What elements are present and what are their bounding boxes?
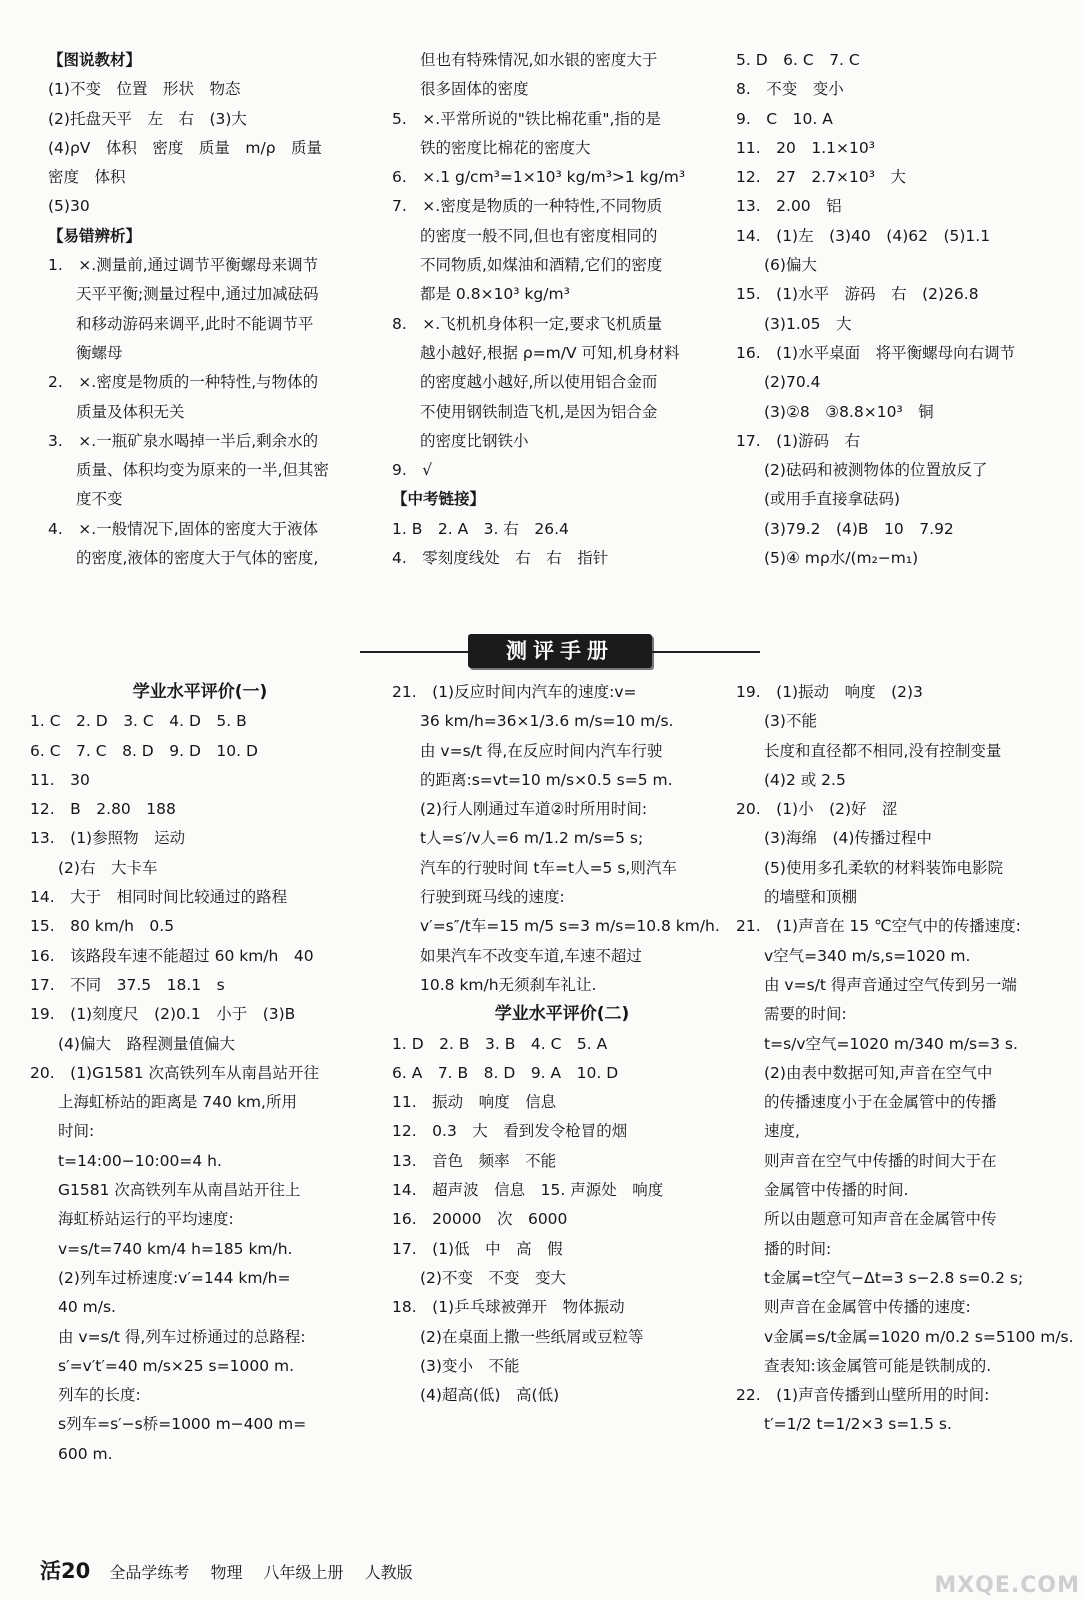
answer-line: 很多固体的密度 xyxy=(420,80,529,99)
answer-line: 由 v=s/t 得声音通过空气传到另一端 xyxy=(764,975,1017,994)
answer-line: 但也有特殊情况,如水银的密度大于 xyxy=(420,51,658,69)
answer-line: v=s/t=740 km/4 h=185 km/h. xyxy=(58,1239,293,1258)
answer-line: 质量、体积均变为原来的一半,但其密 xyxy=(76,461,329,480)
banner-title: 测评手册 xyxy=(468,634,652,668)
answer-line: 17. 不同 37.5 18.1 s xyxy=(30,975,225,994)
section-heading: 学业水平评价(一) xyxy=(132,682,268,702)
section-heading: 【中考链接】 xyxy=(392,490,486,509)
answer-line: 36 km/h=36×1/3.6 m/s=10 m/s. xyxy=(420,712,674,731)
answer-line: 16. (1)水平桌面 将平衡螺母向右调节 xyxy=(736,343,1016,362)
answer-line: 天平平衡;测量过程中,通过加减砝码 xyxy=(76,285,319,304)
answer-line: s′=v′t′=40 m/s×25 s=1000 m. xyxy=(58,1356,295,1375)
answer-line: 10.8 km/h无须刹车礼让. xyxy=(420,975,597,994)
answer-line: 20. (1)小 (2)好 涩 xyxy=(736,800,898,819)
answer-line: 则声音在金属管中传播的速度: xyxy=(764,1298,971,1317)
answer-line: 14. 大于 相同时间比较通过的路程 xyxy=(30,888,288,907)
section-heading: 【图说教材】 xyxy=(48,51,142,69)
answer-line: 13. 音色 频率 不能 xyxy=(392,1151,557,1170)
answer-line: 21. (1)声音在 15 ℃空气中的传播速度: xyxy=(736,917,1021,936)
answer-line: 如果汽车不改变车道,车速不超过 xyxy=(420,946,642,965)
answer-line: 2. ×.密度是物质的一种特性,与物体的 xyxy=(48,373,319,392)
answer-line: t=s/v空气=1020 m/340 m/s=3 s. xyxy=(764,1034,1018,1053)
answer-line: 金属管中传播的时间. xyxy=(764,1181,909,1200)
answer-line: 速度, xyxy=(764,1122,800,1141)
bottom-column-3 xyxy=(736,678,1074,1440)
answer-line: 40 m/s. xyxy=(58,1298,116,1317)
answer-line: (3)79.2 (4)B 10 7.92 xyxy=(764,519,954,538)
answer-line: t人=s′/v人=6 m/1.2 m/s=5 s; xyxy=(420,829,644,848)
answer-line: (5)使用多孔柔软的材料装饰电影院 xyxy=(764,858,1003,877)
answer-line: 不同物质,如煤油和酒精,它们的密度 xyxy=(420,256,663,275)
answer-line: 21. (1)反应时间内汽车的速度:v= xyxy=(392,683,637,701)
answer-line: (2)由表中数据可知,声音在空气中 xyxy=(764,1063,993,1082)
answer-line: t金属=t空气−Δt=3 s−2.8 s=0.2 s; xyxy=(764,1268,1024,1287)
answer-line: 的密度比钢铁小 xyxy=(420,431,529,450)
answer-line: 的密度一般不同,但也有密度相同的 xyxy=(420,226,658,245)
answer-line: (3)海绵 (4)传播过程中 xyxy=(764,829,932,848)
answer-line: t=14:00−10:00=4 h. xyxy=(58,1151,222,1170)
answer-line: (2)行人刚通过车道②时所用时间: xyxy=(420,800,648,819)
answer-line: 16. 20000 次 6000 xyxy=(392,1210,568,1229)
edition: 人教版 xyxy=(364,1563,413,1582)
answer-line: 的距离:s=vt=10 m/s×0.5 s=5 m. xyxy=(420,770,673,789)
answer-line: 密度 体积 xyxy=(48,168,126,187)
bottom-column-1 xyxy=(30,678,370,1469)
answer-line: 19. (1)振动 响度 (2)3 xyxy=(736,683,923,701)
answer-line: (2)70.4 xyxy=(764,373,821,392)
answer-line: 6. A 7. B 8. D 9. A 10. D xyxy=(392,1063,619,1082)
answer-line: 18. (1)乒乓球被弹开 物体振动 xyxy=(392,1298,625,1317)
answer-line: 7. ×.密度是物质的一种特性,不同物质 xyxy=(392,197,663,216)
answer-line: 列车的长度: xyxy=(58,1386,141,1405)
answer-line: (3)1.05 大 xyxy=(764,314,852,333)
answer-line: (4)偏大 路程测量值偏大 xyxy=(58,1034,235,1053)
answer-line: 22. (1)声音传播到山壁所用的时间: xyxy=(736,1386,990,1405)
answer-line: 度不变 xyxy=(76,490,123,509)
answer-line: G1581 次高铁列车从南昌站开往上 xyxy=(58,1181,301,1200)
answer-line: 时间: xyxy=(58,1122,95,1141)
answer-line: 12. B 2.80 188 xyxy=(30,800,176,819)
answer-line: (2)在桌面上撒一些纸屑或豆粒等 xyxy=(420,1327,644,1346)
bottom-column-2 xyxy=(392,678,732,1410)
answer-line: 8. 不变 变小 xyxy=(736,80,844,99)
answer-line: 播的时间: xyxy=(764,1239,832,1258)
answer-line: 由 v=s/t 得,在反应时间内汽车行驶 xyxy=(420,741,663,760)
answer-line: 9. C 10. A xyxy=(736,109,833,128)
answer-line: (2)列车过桥速度:v′=144 km/h= xyxy=(58,1268,291,1287)
answer-line: 12. 0.3 大 看到发令枪冒的烟 xyxy=(392,1122,628,1141)
answer-line: 的密度越小越好,所以使用铝合金而 xyxy=(420,373,658,392)
answer-line: 6. ×.1 g/cm³=1×10³ kg/m³>1 kg/m³ xyxy=(392,168,686,187)
answer-line: (5)④ mρ水/(m₂−m₁) xyxy=(764,549,919,568)
answer-line: (2)砝码和被测物体的位置放反了 xyxy=(764,461,988,480)
answer-line: 1. B 2. A 3. 右 26.4 xyxy=(392,519,569,538)
answer-line: (5)30 xyxy=(48,197,90,216)
answer-line: 20. (1)G1581 次高铁列车从南昌站开往 xyxy=(30,1063,319,1082)
answer-line: 8. ×.飞机机身体积一定,要求飞机质量 xyxy=(392,314,663,333)
answer-line: 15. (1)水平 游码 右 (2)26.8 xyxy=(736,285,979,304)
answer-line: (或用手直接拿砝码) xyxy=(764,490,901,509)
answer-line: 13. 2.00 铝 xyxy=(736,197,842,216)
answer-line: v空气=340 m/s,s=1020 m. xyxy=(764,946,971,965)
answer-line: 12. 27 2.7×10³ 大 xyxy=(736,168,906,187)
answer-line: 3. ×.一瓶矿泉水喝掉一半后,剩余水的 xyxy=(48,431,319,450)
answer-line: (4)ρV 体积 密度 质量 m/ρ 质量 xyxy=(48,138,323,157)
answer-line: 14. 超声波 信息 15. 声源处 响度 xyxy=(392,1181,664,1200)
answer-line: 都是 0.8×10³ kg/m³ xyxy=(420,285,570,304)
answer-line: 17. (1)低 中 高 假 xyxy=(392,1239,563,1258)
answer-line: 4. ×.一般情况下,固体的密度大于液体 xyxy=(48,519,319,538)
answer-line: 海虹桥站运行的平均速度: xyxy=(58,1210,234,1229)
answer-line: 则声音在空气中传播的时间大于在 xyxy=(764,1151,997,1170)
answer-line: 13. (1)参照物 运动 xyxy=(30,829,186,848)
answer-line: s列车=s′−s桥=1000 m−400 m= xyxy=(58,1415,307,1434)
answer-line: 11. 振动 响度 信息 xyxy=(392,1093,557,1112)
answer-line: (3)②8 ③8.8×10³ 铜 xyxy=(764,402,934,421)
answer-line: (3)变小 不能 xyxy=(420,1356,520,1375)
subject: 物理 xyxy=(210,1563,243,1582)
answer-line: t′=1/2 t=1/2×3 s=1.5 s. xyxy=(764,1415,952,1434)
answer-line: 1. C 2. D 3. C 4. D 5. B xyxy=(30,712,247,731)
answer-line: 查表知:该金属管可能是铁制成的. xyxy=(764,1356,992,1375)
answer-line: 的密度,液体的密度大于气体的密度, xyxy=(76,549,319,568)
answer-line: 长度和直径都不相同,没有控制变量 xyxy=(764,741,1002,760)
answer-line: 的传播速度小于在金属管中的传播 xyxy=(764,1093,997,1112)
answer-line: 15. 80 km/h 0.5 xyxy=(30,917,175,936)
answer-line: 和移动游码来调平,此时不能调节平 xyxy=(76,314,314,333)
answer-line: 需要的时间: xyxy=(764,1005,847,1024)
top-column-1 xyxy=(48,46,378,573)
answer-line: (3)不能 xyxy=(764,712,817,731)
answer-line: 上海虹桥站的距离是 740 km,所用 xyxy=(58,1093,297,1112)
answer-line: (2)右 大卡车 xyxy=(58,858,158,877)
section-heading: 【易错辨析】 xyxy=(48,226,142,245)
answer-line: (4)2 或 2.5 xyxy=(764,770,846,789)
answer-line: 1. D 2. B 3. B 4. C 5. A xyxy=(392,1034,608,1053)
answer-line: 17. (1)游码 右 xyxy=(736,431,861,450)
answer-line: 19. (1)刻度尺 (2)0.1 小于 (3)B xyxy=(30,1005,296,1024)
answer-line: 1. ×.测量前,通过调节平衡螺母来调节 xyxy=(48,256,319,275)
page-footer xyxy=(40,1555,429,1585)
answer-line: 14. (1)左 (3)40 (4)62 (5)1.1 xyxy=(736,226,991,245)
answer-line: 16. 该路段车速不能超过 60 km/h 40 xyxy=(30,946,314,965)
answer-line: 铁的密度比棉花的密度大 xyxy=(420,138,591,157)
answer-line: v金属=s/t金属=1020 m/0.2 s=5100 m/s. xyxy=(764,1327,1074,1346)
answer-line: (4)超高(低) 高(低) xyxy=(420,1386,560,1405)
answer-line: 5. D 6. C 7. C xyxy=(736,51,860,69)
answer-line: (2)不变 不变 变大 xyxy=(420,1268,566,1287)
page-number: 活20 xyxy=(40,1559,91,1583)
top-column-2 xyxy=(392,46,722,573)
answer-line: 9. √ xyxy=(392,461,433,480)
answer-line: 不使用钢铁制造飞机,是因为铝合金 xyxy=(420,402,658,421)
top-column-3 xyxy=(736,46,1066,573)
answer-line: 4. 零刻度线处 右 右 指针 xyxy=(392,549,609,568)
answer-line: v′=s″/t车=15 m/5 s=3 m/s=10.8 km/h. xyxy=(420,917,720,936)
answer-line: (1)不变 位置 形状 物态 xyxy=(48,80,241,99)
answer-line: 所以由题意可知声音在金属管中传 xyxy=(764,1210,997,1229)
book-title: 全品学练考 xyxy=(109,1563,190,1582)
answer-line: 11. 20 1.1×10³ xyxy=(736,138,875,157)
answer-line: (6)偏大 xyxy=(764,256,817,275)
answer-line: 越小越好,根据 ρ=m/V 可知,机身材料 xyxy=(420,343,680,362)
answer-line: 6. C 7. C 8. D 9. D 10. D xyxy=(30,741,258,760)
watermark: MXQE.COM xyxy=(934,1573,1080,1598)
answer-line: 质量及体积无关 xyxy=(76,402,185,421)
grade: 八年级上册 xyxy=(263,1563,344,1582)
answer-line: 的墙壁和顶棚 xyxy=(764,888,858,907)
answer-line: 衡螺母 xyxy=(76,343,123,362)
answer-line: 5. ×.平常所说的"铁比棉花重",指的是 xyxy=(392,109,661,128)
section-banner xyxy=(360,632,760,672)
answer-line: (2)托盘天平 左 右 (3)大 xyxy=(48,109,247,128)
answer-line: 由 v=s/t 得,列车过桥通过的总路程: xyxy=(58,1327,306,1346)
answer-line: 11. 30 xyxy=(30,770,90,789)
section-heading: 学业水平评价(二) xyxy=(494,1004,630,1025)
answer-line: 行驶到斑马线的速度: xyxy=(420,888,565,907)
answer-line: 600 m. xyxy=(58,1444,113,1463)
answer-line: 汽车的行驶时间 t车=t人=5 s,则汽车 xyxy=(420,858,677,877)
